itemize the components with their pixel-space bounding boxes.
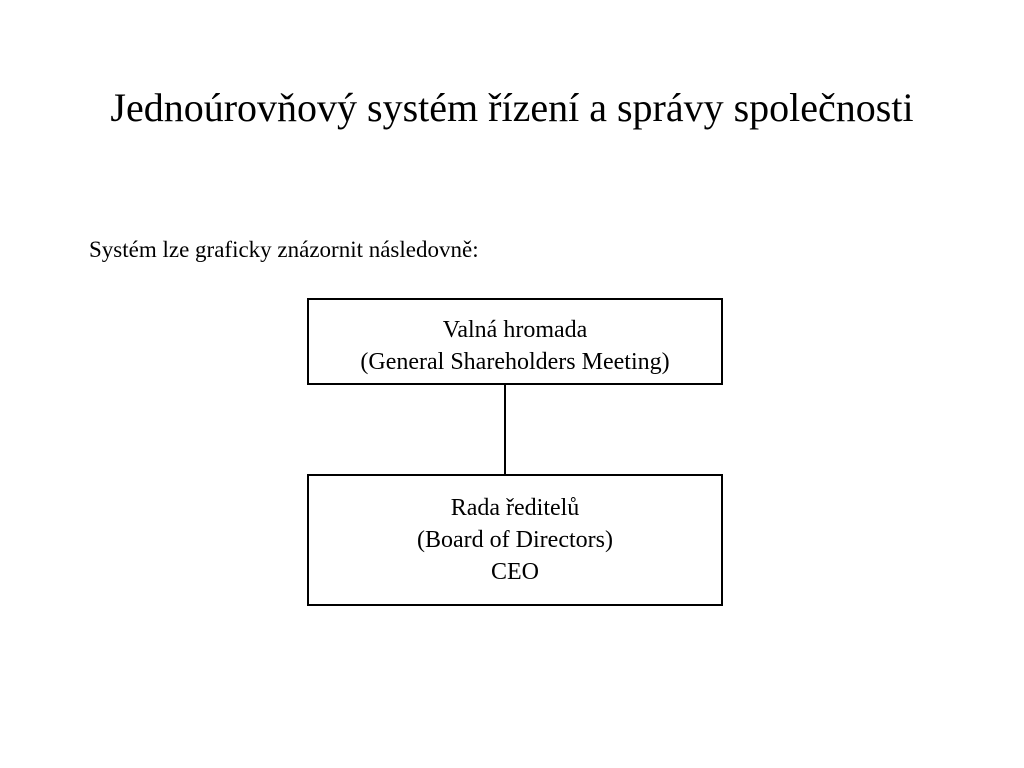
slide-title: Jednoúrovňový systém řízení a správy společnosti <box>110 85 914 130</box>
board-english-label: (Board of Directors) <box>417 527 613 553</box>
general-meeting-label: Valná hromada <box>442 317 588 343</box>
board-label: Rada ředitelů <box>450 495 580 521</box>
board-of-directors-box <box>307 474 723 606</box>
intro-text: Systém lze graficky znázornit následovně: <box>89 237 479 262</box>
general-meeting-box <box>307 298 723 385</box>
ceo-label: CEO <box>491 559 539 585</box>
connector-line <box>504 385 506 474</box>
general-meeting-english-label: (General Shareholders Meeting) <box>360 349 670 375</box>
